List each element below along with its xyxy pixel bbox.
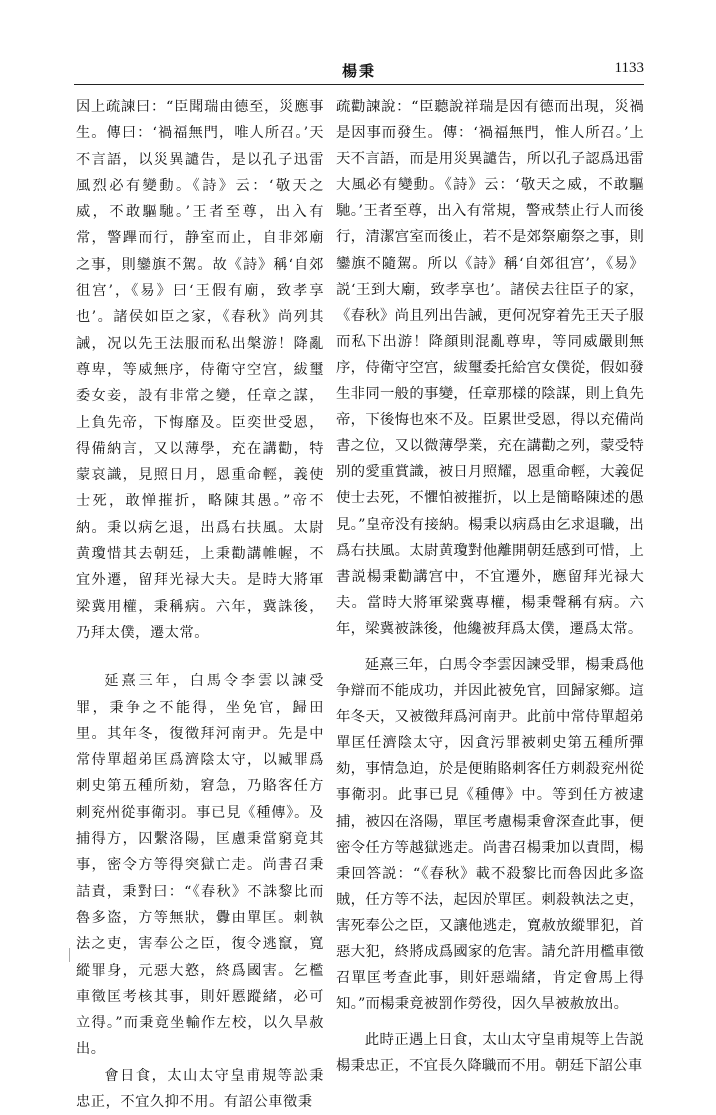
running-head: 楊秉 — [342, 62, 377, 80]
translation-column — [336, 94, 644, 1075]
translation-paragraph-3: 此時正遇上日食，太山太守皇甫規等上告説楊秉忠正，不宜長久降職而不用。朝廷下詔公車 — [336, 1032, 644, 1075]
header-rule — [74, 84, 644, 85]
original-paragraph-1: 因上疏諫曰：“臣聞瑞由德至，災應事生。傳曰：‘禍福無門，唯人所召。’天不言語，以災異譴告，是以孔子迅雷風烈必有變動。《詩》云：‘敬天之威，不敢驅馳。’王者至尊，出入有常，警蹕而行，静室而止，自非郊廟之事，則鑾旗不駕。故《詩》稱‘自郊徂宫’，《易》曰‘王假有廟，致孝享也’。諸侯如臣之家，《春秋》尚列其誡，况以先王法服而私出槃游！降亂尊卑，等威無序，侍衛守空宫，紱璽委女妾，設有非常之變，任章之謀，上負先帝，下悔靡及。臣奕世受恩，得備納言，又以薄學，充在講勸，特蒙哀識，見照日月，恩重命輕，義使士死，敢惮摧折，略陳其愚。”帝不納。秉以病乞退，出爲右扶風。太尉黄瓊惜其去朝廷，上秉勸講帷幄，不宜外遷，留拜光禄大夫。是時大將軍梁冀用權，秉稱病。六年，冀誅後，乃拜太僕，遷太常。 — [76, 99, 324, 641]
original-paragraph-2: 延熹三年，白馬令李雲以諫受罪，秉争之不能得，坐免官，歸田里。其年冬，復徵拜河南尹。先是中常侍單超弟匡爲濟陰太守，以臧罪爲刺史第五種所劾，窘急，乃賂客任方刺兖州從事衛羽。事已見《種傳》。及捕得方，囚繫洛陽，匡慮秉當窮竟其事，密令方等得突獄亡走。尚書召秉詰責，秉對曰：“《春秋》不誅黎比而魯多盗，方等無狀，釁由單匡。刺執法之吏，害奉公之臣，復令逃竄，寬縱罪身，元惡大憝，終爲國害。乞檻車徵匡考核其事，則奸慝蹤緒，必可立得。”而秉竟坐輸作左校，以久旱赦出。 — [76, 673, 324, 1058]
margin-tick — [69, 948, 70, 962]
translation-paragraph-1: 疏勸諫說：“臣聽說祥瑞是因有德而出現，災禍是因事而發生。傳：‘禍福無門，惟人所召。’上天不言語，而是用災異譴告，所以孔子認爲迅雷大風必有變動。《詩》云：‘敬天之威，不敢驅馳。’王者至尊，出入有常規，警戒禁止行人而後行，清潔宫室而後止，若不是郊祭廟祭之事，則鑾旗不隨駕。所以《詩》稱‘自郊徂宫’，《易》説‘王到大廟，致孝享也’。諸侯去往臣子的家，《春秋》尚且列出告誡，更何况穿着先王天子服而私下出游！降顔則混亂尊卑，等同威嚴則無序，侍衛守空宫，紱璽委托給宫女僕從，假如發生非同一般的事變，任章那樣的陰謀，則上負先帝，下後悔也來不及。臣累世受恩，得以充備尚書之位，又以微薄學業，充在講勸之列，蒙受特别的愛重賞識，被日月照耀，恩重命輕，大義促使士去死，不懼怕被摧折，以上是簡略陳述的愚見。”皇帝没有接納。楊秉以病爲由乞求退職，出爲右扶風。太尉黄瓊對他離開朝廷感到可惜，上書説楊秉勸講宫中，不宜遷外，應留拜光禄大夫。當時大將軍梁冀專權，楊秉聲稱有病。六年，梁冀被誅後，他纔被拜爲太僕，遷爲太常。 — [336, 99, 644, 637]
translation-paragraph-2: 延熹三年，白馬令李雲因諫受罪，楊秉爲他争辯而不能成功，并因此被免官，回歸家鄉。這年冬天，又被徵拜爲河南尹。此前中常侍單超弟單匡任濟陰太守，因貪污罪被刺史第五種所彈劾，事情急迫，於是便賄賂刺客任方刺殺兖州從事衛羽。此事已見《種傳》中。等到任方被逮捕，被囚在洛陽，單匡考慮楊秉會深查此事，便密令任方等越獄逃走。尚書召楊秉加以責問，楊秉回答説：“《春秋》載不殺黎比而魯因此多盗賊，任方等不法，起因於單匡。刺殺執法之吏，害死奉公之臣，又讓他逃走，寬赦放縱罪犯，首惡大犯，終將成爲國家的危害。請允許用檻車徵召單匡考查此事，則奸惡端緒，肯定會馬上得知。”而楊秉竟被罰作勞役，因久旱被赦放出。 — [336, 656, 644, 1013]
page-number: 1133 — [614, 60, 644, 76]
original-paragraph-3: 會日食，太山太守皇甫規等訟秉忠正，不宜久抑不用。有詔公車徵秉 — [76, 1067, 324, 1110]
original-text-column — [76, 94, 324, 1110]
